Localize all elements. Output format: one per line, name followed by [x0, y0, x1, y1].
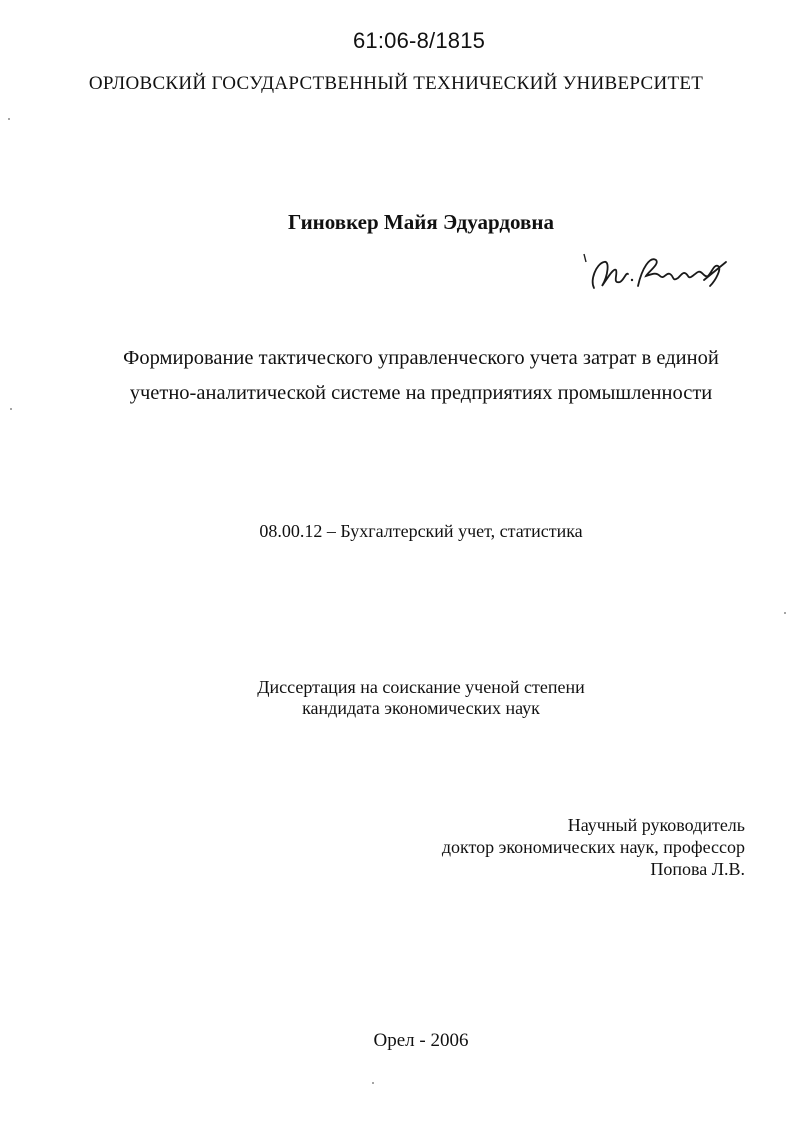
scan-speck — [372, 1082, 374, 1084]
supervisor-line: Научный руководитель — [567, 815, 745, 835]
scan-speck — [784, 612, 786, 614]
author-signature — [580, 246, 730, 298]
author-name: Гиновкер Майя Эдуардовна — [288, 210, 554, 234]
dissertation-title — [0, 341, 792, 411]
supervisor-block — [442, 814, 745, 880]
scan-speck — [8, 118, 10, 120]
supervisor-line: Попова Л.В. — [650, 859, 745, 879]
degree-line: кандидата экономических наук — [302, 698, 540, 718]
university-name: ОРЛОВСКИЙ ГОСУДАРСТВЕННЫЙ ТЕХНИЧЕСКИЙ УНИВЕРСИТЕТ — [88, 73, 704, 94]
supervisor-line: доктор экономических наук, профессор — [441, 837, 745, 857]
degree-statement — [0, 677, 792, 719]
catalog-code: 61:06-8/1815 — [353, 28, 486, 53]
scan-speck — [10, 408, 12, 410]
specialty-code: 08.00.12 – Бухгалтерский учет, статистика — [259, 521, 583, 541]
degree-line: Диссертация на соискание ученой степени — [257, 677, 585, 697]
title-line: Формирование тактического управленческого учета затрат в единой — [123, 347, 719, 369]
title-line: учетно-аналитической системе на предприятиях промышленности — [129, 382, 713, 404]
city-year: Орел - 2006 — [373, 1030, 469, 1051]
